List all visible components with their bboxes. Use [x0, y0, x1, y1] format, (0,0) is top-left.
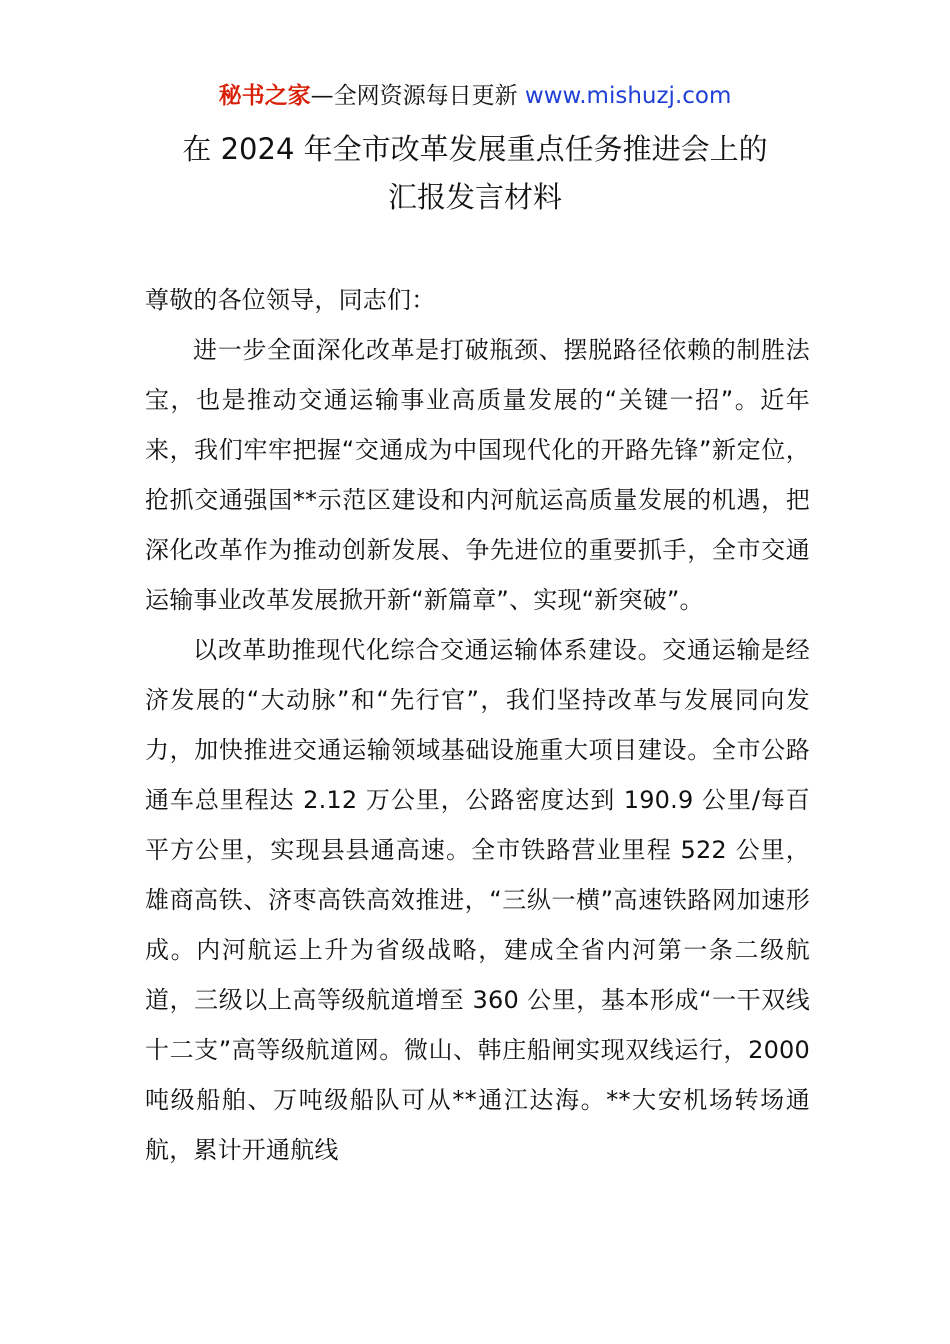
site-tagline: —全网资源每日更新 [310, 83, 525, 109]
paragraph-1: 进一步全面深化改革是打破瓶颈、摆脱路径依赖的制胜法宝，也是推动交通运输事业高质量发展的“关键一招”。近年来，我们牢牢把握“交通成为中国现代化的开路先锋”新定位，抢抓交通强国**示范区建设和内河航运高质量发展的机遇，把深化改革作为推动创新发展、争先进位的重要抓手，全市交通运输事业改革发展掀开新“新篇章”、实现“新突破”。 [145, 336, 810, 614]
site-url-link[interactable]: www.mishuzj.com [524, 83, 732, 109]
site-header [0, 80, 950, 112]
salutation: 尊敬的各位领导，同志们： [145, 286, 436, 314]
title-line-2: 汇报发言材料 [387, 180, 562, 214]
document-body [145, 275, 810, 1175]
title-line-1: 在 2024 年全市改革发展重点任务推进会上的 [182, 132, 768, 166]
site-brand: 秘书之家 [218, 83, 311, 109]
paragraph-2: 以改革助推现代化综合交通运输体系建设。交通运输是经济发展的“大动脉”和“先行官”，我们坚持改革与发展同向发力，加快推进交通运输领域基础设施重大项目建设。全市公路通车总里程达 2.12 万公里，公路密度达到 190.9 公里/每百平方公里，实现县县通高速。全市铁路营业里程 522 公里，雄商高铁、济枣高铁高效推进，“三纵一横”高速铁路网加速形成。内河航运上升为省级战略，建成全省内河第一条二级航道，三级以上高等级航道增至 360 公里，基本形成“一干双线十二支”高等级航道网。微山、韩庄船闸实现双线运行，2000 吨级船舶、万吨级船队可从**通江达海。**大安机场转场通航，累计开通航线 [145, 636, 810, 1164]
document-title [0, 125, 950, 221]
